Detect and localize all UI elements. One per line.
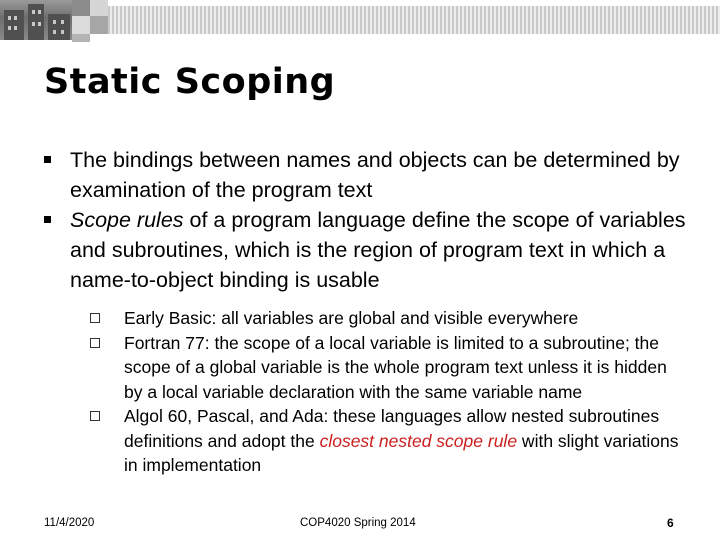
- highlighted-term: closest nested scope rule: [319, 430, 518, 451]
- slide-title: Static Scoping: [44, 62, 336, 102]
- sub-bullet-text: Fortran 77: the scope of a local variable is limited to a subroutine; the scope of a global variable is the whole program text unless it is hidden by a local variable declaration with the same variable name: [124, 332, 667, 402]
- page-number: 6: [667, 516, 674, 530]
- hollow-square-bullet-icon: [90, 338, 100, 348]
- bullet-item: [44, 205, 694, 295]
- sub-bullet-item: [89, 331, 689, 405]
- sub-bullet-item: [89, 404, 689, 478]
- header-decoration: [0, 0, 720, 42]
- deco-square: [72, 16, 90, 34]
- bullet-list: [44, 145, 694, 478]
- hollow-square-bullet-icon: [90, 313, 100, 323]
- bullet-text: [70, 205, 694, 295]
- bullet-text-rest: of a program language define the scope of variables and subroutines, which is the region of program text in which a name-to-object binding is usable: [70, 208, 686, 292]
- square-bullet-icon: [44, 216, 51, 223]
- deco-square: [90, 16, 108, 34]
- hollow-square-bullet-icon: [90, 411, 100, 421]
- footer-course: COP4020 Spring 2014: [300, 517, 416, 529]
- sub-bullet-text: Early Basic: all variables are global and visible everywhere: [124, 308, 579, 328]
- sub-bullet-text-before: Algol 60, Pascal, and Ada: these languages allow nested subroutines definitions and adopt the: [124, 406, 660, 451]
- square-bullet-icon: [44, 156, 51, 163]
- deco-square: [72, 34, 90, 42]
- sub-bullet-list: [89, 306, 689, 478]
- deco-square: [90, 0, 108, 16]
- scope-rules-term: Scope rules: [70, 208, 184, 232]
- deco-square: [72, 0, 90, 16]
- building-photo: [0, 0, 72, 40]
- sub-bullet-text: [124, 406, 679, 475]
- footer-date: 11/4/2020: [44, 517, 95, 529]
- sub-bullet-item: [89, 306, 689, 331]
- bullet-text: The bindings between names and objects can be determined by examination of the program text: [70, 148, 680, 202]
- sub-bullet-text-after: with slight variations in implementation: [124, 430, 679, 475]
- header-stripe: [108, 6, 720, 34]
- bullet-item: [44, 145, 694, 205]
